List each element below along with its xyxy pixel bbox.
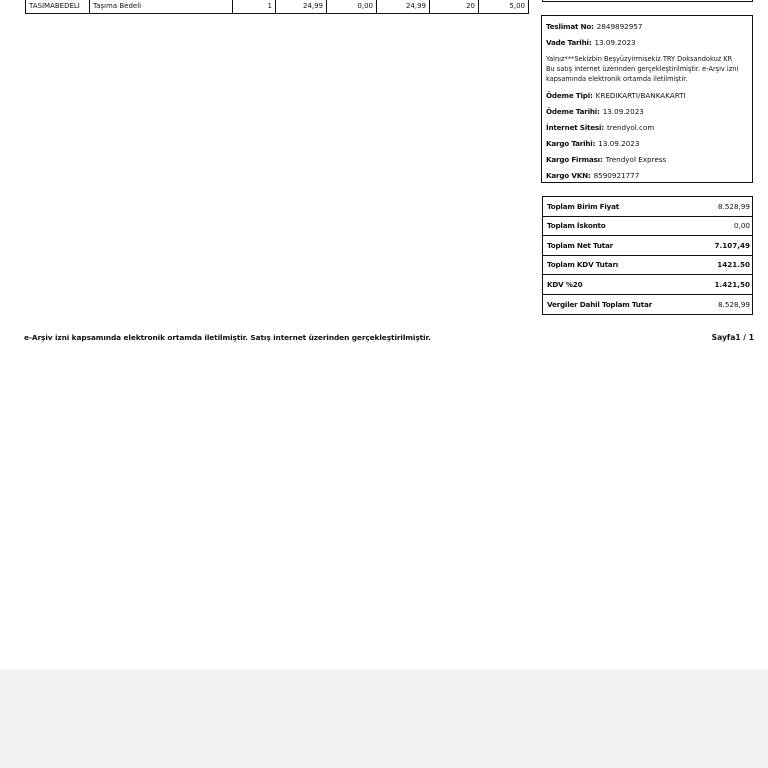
kargo-firmasi-row [546,152,748,168]
kargo-vkn-label: Kargo VKN: [546,171,591,180]
internet-sitesi-row [546,120,748,136]
internet-sitesi-value: trendyol.com [606,123,655,132]
totals-row [543,256,752,276]
totals-value: 1.421,50 [714,279,750,289]
totals-label: Toplam KDV Tutarı [547,260,619,270]
item-amount: 24,99 [377,0,430,13]
note-line-1: Yalnız***Sekizbin Beşyüzyirmisekiz TRY Doksandokuz KR [546,55,733,63]
totals-value: 1421.50 [717,260,750,270]
totals-label: Toplam Birim Fiyat [547,201,620,211]
totals-value: 8.528,99 [717,299,750,309]
kargo-tarihi-value: 13.09.2023 [598,139,640,148]
header-box-remnant [542,0,753,2]
teslimat-no-value: 2849892957 [596,22,643,31]
totals-label: Toplam İskonto [547,221,606,231]
item-description: Taşıma Bedeli [90,0,233,13]
kargo-tarihi-label: Kargo Tarihi: [546,139,596,148]
odeme-tarihi-label: Ödeme Tarihi: [546,107,600,116]
item-quantity: 1 [233,0,276,13]
totals-value: 0,00 [733,221,750,231]
item-unit-price: 24,99 [276,0,327,13]
totals-value: 8.528,99 [717,201,750,211]
item-code: TASIMABEDELI [26,0,90,13]
item-discount: 0,00 [327,0,377,13]
totals-table [542,196,753,315]
totals-row [543,295,752,315]
item-kdv-rate: 20 [430,0,479,13]
odeme-tipi-value: KREDIKARTI/BANKAKARTI [595,91,686,100]
e-archive-footnote: e-Arşiv izni kapsamında elektronik ortamda iletilmiştir. Satış internet üzerinden gerçekleştirilmiştir. [24,333,431,342]
totals-label: Toplam Net Tutar [547,240,614,250]
kargo-vkn-row [546,168,748,184]
page-number: Sayfa1 / 1 [711,333,754,342]
kargo-tarihi-row [546,136,748,152]
totals-label: KDV %20 [547,279,583,289]
totals-label: Vergiler Dahil Toplam Tutar [547,299,652,309]
vade-tarihi-value: 13.09.2023 [594,38,636,47]
totals-row [543,275,752,295]
teslimat-no-row [546,19,748,35]
note-line-3: kapsamında elektronik ortamda iletilmiştir. [546,75,688,83]
kargo-firmasi-label: Kargo Firması: [546,155,603,164]
internet-sitesi-label: İnternet Sitesi: [546,123,604,132]
odeme-tarihi-value: 13.09.2023 [602,107,644,116]
kargo-vkn-value: 8590921777 [593,171,640,180]
kargo-firmasi-value: Trendyol Express [605,155,667,164]
odeme-tipi-row [546,88,748,104]
amount-in-words-note [546,54,748,84]
totals-row [543,197,752,217]
note-line-2: Bu satış internet üzerinden gerçekleştirilmiştir. e-Arşiv izni [546,65,739,73]
totals-row [543,217,752,237]
vade-tarihi-label: Vade Tarihi: [546,38,592,47]
odeme-tarihi-row [546,104,748,120]
totals-value: 7.107,49 [714,240,750,250]
odeme-tipi-label: Ödeme Tipi: [546,91,593,100]
shipping-payment-info-box [541,15,753,183]
items-table-row [25,0,529,14]
vade-tarihi-row [546,35,748,51]
teslimat-no-label: Teslimat No: [546,22,594,31]
viewer-background [0,669,768,768]
item-kdv-amount: 5,00 [509,1,525,10]
totals-row [543,236,752,256]
